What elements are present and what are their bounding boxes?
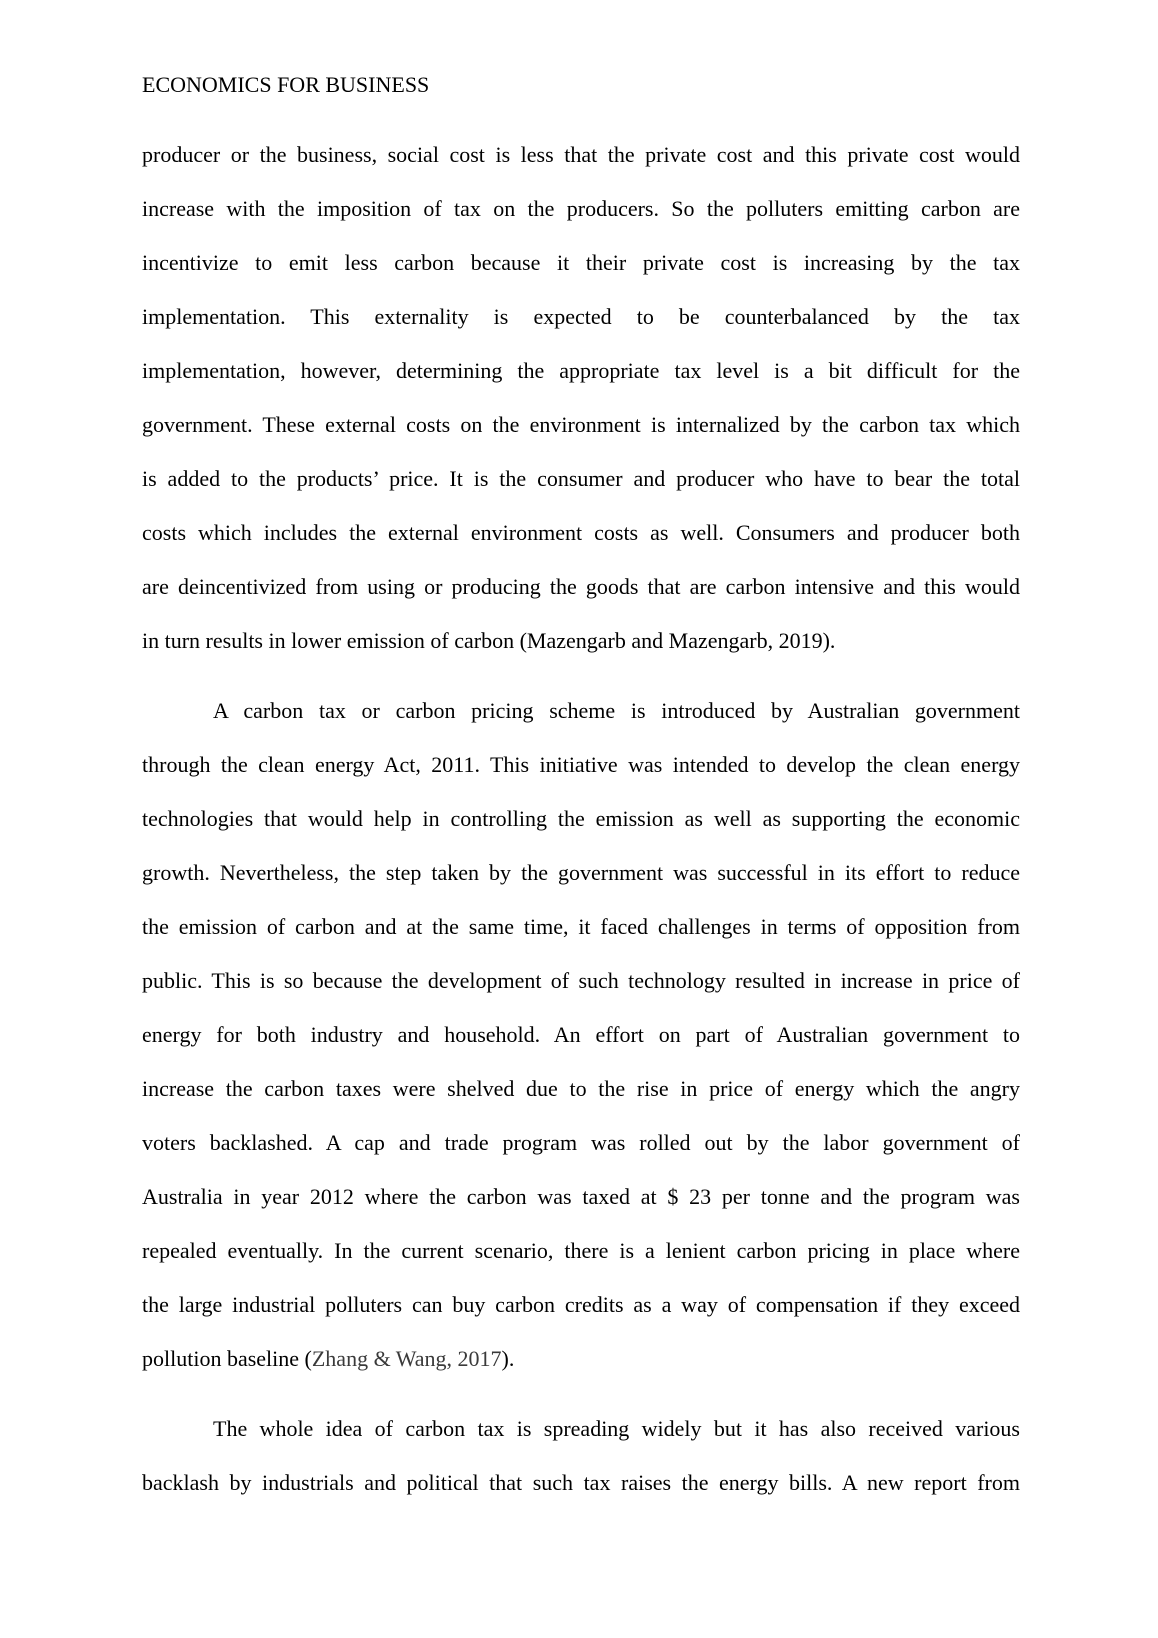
text-line: A carbon tax or carbon pricing scheme is introduced by Australian government	[213, 698, 1020, 723]
text-line: implementation. This externality is expected to be counterbalanced by the tax	[142, 304, 1020, 329]
text-line: through the clean energy Act, 2011. This initiative was intended to develop the clean energy	[142, 752, 1020, 777]
paragraph-spacing	[142, 668, 1020, 684]
text-line: the emission of carbon and at the same time, it faced challenges in terms of opposition from	[142, 914, 1020, 939]
text-line: producer or the business, social cost is less that the private cost and this private cost would	[142, 142, 1020, 167]
text-line: increase the carbon taxes were shelved due to the rise in price of energy which the angry	[142, 1076, 1020, 1101]
text-line: government. These external costs on the environment is internalized by the carbon tax which	[142, 412, 1020, 437]
text-line: increase with the imposition of tax on the producers. So the polluters emitting carbon are	[142, 196, 1020, 221]
text-line: technologies that would help in controlling the emission as well as supporting the economic	[142, 806, 1020, 831]
text-line: backlash by industrials and political that such tax raises the energy bills. A new report from	[142, 1470, 1020, 1495]
text-line: Australia in year 2012 where the carbon was taxed at $ 23 per tonne and the program was	[142, 1184, 1020, 1209]
text-line: the large industrial polluters can buy carbon credits as a way of compensation if they exceed	[142, 1292, 1020, 1317]
paragraph-1	[142, 128, 1020, 668]
running-head: ECONOMICS FOR BUSINESS	[142, 72, 430, 97]
body-text	[142, 128, 1020, 1510]
text-line: energy for both industry and household. An effort on part of Australian government to	[142, 1022, 1020, 1047]
text-line: growth. Nevertheless, the step taken by the government was successful in its effort to reduce	[142, 860, 1020, 885]
text-line: in turn results in lower emission of carbon (Mazengarb and Mazengarb, 2019).	[142, 628, 836, 653]
text-fragment: ).	[501, 1346, 515, 1371]
paragraph-2	[142, 684, 1020, 1386]
text-line: are deincentivized from using or producing the goods that are carbon intensive and this would	[142, 574, 1020, 599]
paragraph-3	[142, 1402, 1020, 1510]
text-line: is added to the products’ price. It is the consumer and producer who have to bear the total	[142, 466, 1020, 491]
text-line: repealed eventually. In the current scenario, there is a lenient carbon pricing in place where	[142, 1238, 1020, 1263]
text-line: costs which includes the external environment costs as well. Consumers and producer both	[142, 520, 1020, 545]
text-line-with-citation	[142, 1332, 1020, 1386]
text-line: implementation, however, determining the appropriate tax level is a bit difficult for the	[142, 358, 1020, 383]
text-line: voters backlashed. A cap and trade program was rolled out by the labor government of	[142, 1130, 1020, 1155]
text-fragment: pollution baseline (	[142, 1346, 312, 1371]
text-line: incentivize to emit less carbon because it their private cost is increasing by the tax	[142, 250, 1020, 275]
citation: Zhang & Wang, 2017	[311, 1346, 502, 1371]
text-line: The whole idea of carbon tax is spreading widely but it has also received various	[213, 1416, 1020, 1441]
text-line: public. This is so because the development of such technology resulted in increase in price of	[142, 968, 1020, 993]
paragraph-spacing	[142, 1386, 1020, 1402]
